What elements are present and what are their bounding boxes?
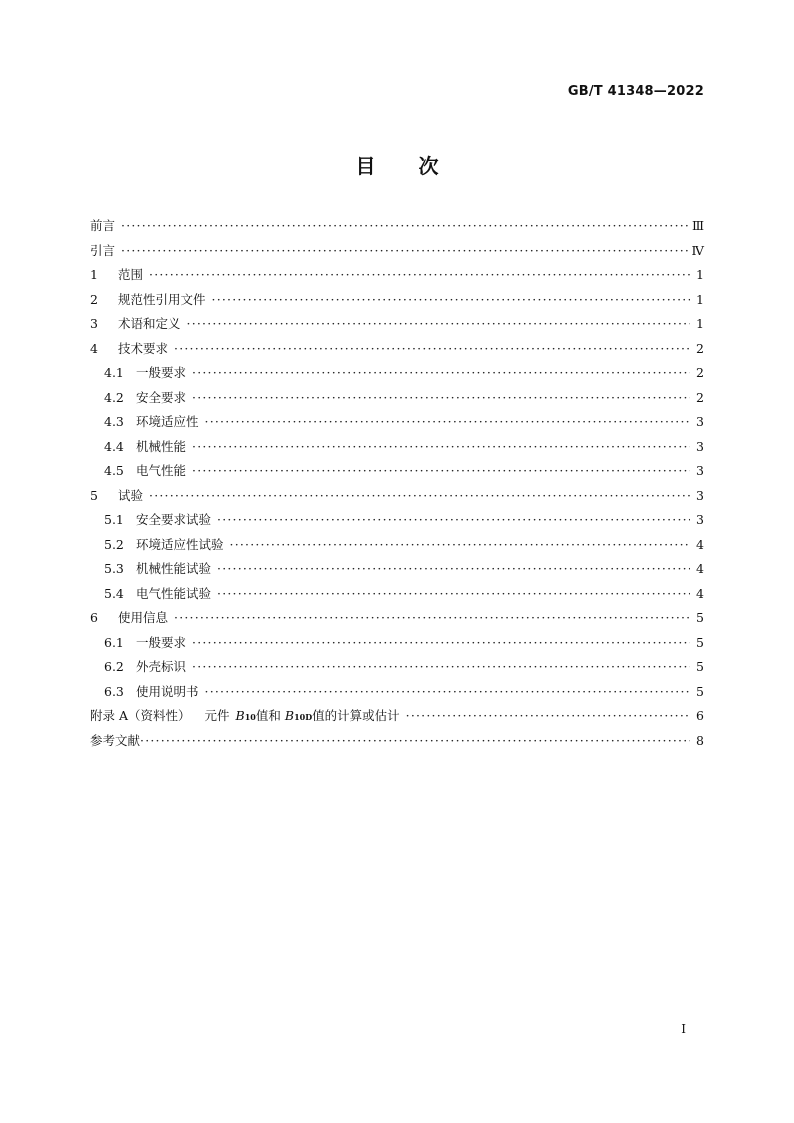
toc-page-number: Ⅲ xyxy=(691,218,704,233)
toc-row[interactable] xyxy=(90,265,704,290)
toc-number: 5.4 xyxy=(104,585,124,601)
toc-number: 5 xyxy=(90,487,98,503)
toc-page-number: 3 xyxy=(696,414,704,429)
toc-label: 安全要求试验 xyxy=(136,512,212,527)
appendix-prefix: 附录 A（资料性） xyxy=(90,708,191,723)
toc-label: 前言 xyxy=(90,218,116,233)
toc-page-number: Ⅳ xyxy=(691,242,704,258)
toc-page-number: 4 xyxy=(696,536,704,552)
toc-row-appendix-a[interactable] xyxy=(90,706,704,731)
toc-page-number: 1 xyxy=(696,291,704,307)
dot-leader xyxy=(192,390,690,405)
appendix-sub-2: 10D xyxy=(294,712,313,722)
dot-leader xyxy=(149,267,690,282)
toc-label: 引言 xyxy=(90,242,116,258)
dot-leader xyxy=(205,684,690,699)
toc-row[interactable] xyxy=(90,363,704,388)
toc-number: 4 xyxy=(90,340,98,356)
dot-leader xyxy=(149,488,690,503)
appendix-sub-1: 10 xyxy=(244,712,256,722)
toc-label: 环境适应性 xyxy=(136,414,199,429)
toc-label: 一般要求 xyxy=(136,365,187,380)
dot-leader xyxy=(192,439,690,454)
toc-page-number: 4 xyxy=(696,561,704,576)
toc-row[interactable] xyxy=(90,290,704,315)
toc-row-references[interactable] xyxy=(90,731,704,756)
toc-page-number: 3 xyxy=(696,512,704,527)
toc-page-number: 1 xyxy=(696,267,704,282)
dot-leader xyxy=(217,586,690,601)
dot-leader xyxy=(121,218,688,233)
toc-page-number: 4 xyxy=(696,585,704,601)
toc-row[interactable] xyxy=(90,412,704,437)
toc-page-number: 5 xyxy=(696,659,704,674)
dot-leader xyxy=(217,512,690,527)
toc-number: 4.1 xyxy=(104,365,124,380)
appendix-text-3: 值的计算或估计 xyxy=(312,708,400,723)
toc-number: 3 xyxy=(90,316,98,331)
toc-row[interactable] xyxy=(90,633,704,658)
toc-number: 4.3 xyxy=(104,414,124,429)
appendix-b-symbol: B xyxy=(235,708,245,723)
toc-label: 环境适应性试验 xyxy=(136,536,224,552)
toc-row[interactable] xyxy=(90,461,704,486)
dot-leader xyxy=(230,537,690,552)
dot-leader xyxy=(406,708,690,723)
toc-row[interactable] xyxy=(90,241,704,266)
toc-page-number: 5 xyxy=(696,634,704,650)
toc-row[interactable] xyxy=(90,486,704,511)
toc-number: 6.1 xyxy=(104,634,124,650)
toc-label: 范围 xyxy=(118,267,144,282)
toc-row[interactable] xyxy=(90,437,704,462)
dot-leader xyxy=(217,561,690,576)
toc-rows xyxy=(90,216,704,706)
toc-row[interactable] xyxy=(90,216,704,241)
toc-page-number: 3 xyxy=(696,487,704,503)
toc-page-number: 5 xyxy=(696,610,704,625)
dot-leader xyxy=(192,635,690,650)
dot-leader xyxy=(121,243,687,258)
dot-leader xyxy=(192,659,690,674)
footer-page-number: I xyxy=(681,1022,686,1036)
toc-page-number: 1 xyxy=(696,316,704,331)
toc-number: 4.5 xyxy=(104,463,124,478)
dot-leader xyxy=(187,316,690,331)
page-title: 目 次 xyxy=(355,154,439,178)
toc-label: 使用说明书 xyxy=(136,683,199,699)
toc-page-number: 2 xyxy=(696,340,704,356)
appendix-text-2: 值和 xyxy=(255,708,281,723)
dot-leader xyxy=(205,414,690,429)
toc-row[interactable] xyxy=(90,559,704,584)
dot-leader xyxy=(174,341,690,356)
toc-label: 机械性能 xyxy=(136,438,187,454)
toc-row[interactable] xyxy=(90,510,704,535)
toc-label: 机械性能试验 xyxy=(136,561,212,576)
dot-leader xyxy=(192,365,690,380)
toc-label: 使用信息 xyxy=(118,610,169,625)
toc-number: 5.1 xyxy=(104,512,124,527)
toc-number: 1 xyxy=(90,267,98,282)
toc-page-number: 5 xyxy=(696,683,704,699)
toc-row[interactable] xyxy=(90,657,704,682)
toc-number: 6.3 xyxy=(104,683,124,699)
dot-leader xyxy=(192,463,690,478)
toc-number: 5.2 xyxy=(104,536,124,552)
dot-leader xyxy=(174,610,690,625)
toc-number: 5.3 xyxy=(104,561,124,576)
toc-page-number: 8 xyxy=(696,732,704,748)
toc-page-number: 6 xyxy=(696,708,704,723)
toc-label: 规范性引用文件 xyxy=(118,291,206,307)
toc-label: 试验 xyxy=(118,487,144,503)
toc-number: 2 xyxy=(90,291,98,307)
toc-label: 外壳标识 xyxy=(136,659,187,674)
toc-number: 4.2 xyxy=(104,389,124,405)
toc-label: 电气性能试验 xyxy=(136,585,212,601)
toc-page-number: 2 xyxy=(696,389,704,405)
toc-number: 6.2 xyxy=(104,659,124,674)
standard-code: GB/T 41348—2022 xyxy=(567,84,704,99)
toc-number: 4.4 xyxy=(104,438,124,454)
toc-row[interactable] xyxy=(90,584,704,609)
toc-row[interactable] xyxy=(90,608,704,633)
toc-row[interactable] xyxy=(90,535,704,560)
toc-label: 技术要求 xyxy=(118,340,169,356)
toc-label: 参考文献 xyxy=(90,732,141,748)
toc-number: 6 xyxy=(90,610,98,625)
appendix-b-symbol-2: B xyxy=(284,708,295,723)
toc-label: 一般要求 xyxy=(136,634,187,650)
dot-leader xyxy=(212,292,690,307)
appendix-text-1: 元件 xyxy=(204,708,230,723)
toc-row[interactable] xyxy=(90,314,704,339)
table-of-contents xyxy=(90,216,704,755)
dot-leader xyxy=(140,733,690,748)
toc-label: 术语和定义 xyxy=(118,316,181,331)
toc-page-number: 2 xyxy=(696,365,704,380)
toc-row[interactable] xyxy=(90,339,704,364)
toc-row[interactable] xyxy=(90,388,704,413)
toc-page-number: 3 xyxy=(696,438,704,454)
toc-row[interactable] xyxy=(90,682,704,707)
toc-label: 电气性能 xyxy=(136,463,187,478)
toc-label: 安全要求 xyxy=(136,389,187,405)
toc-page-number: 3 xyxy=(696,463,704,478)
